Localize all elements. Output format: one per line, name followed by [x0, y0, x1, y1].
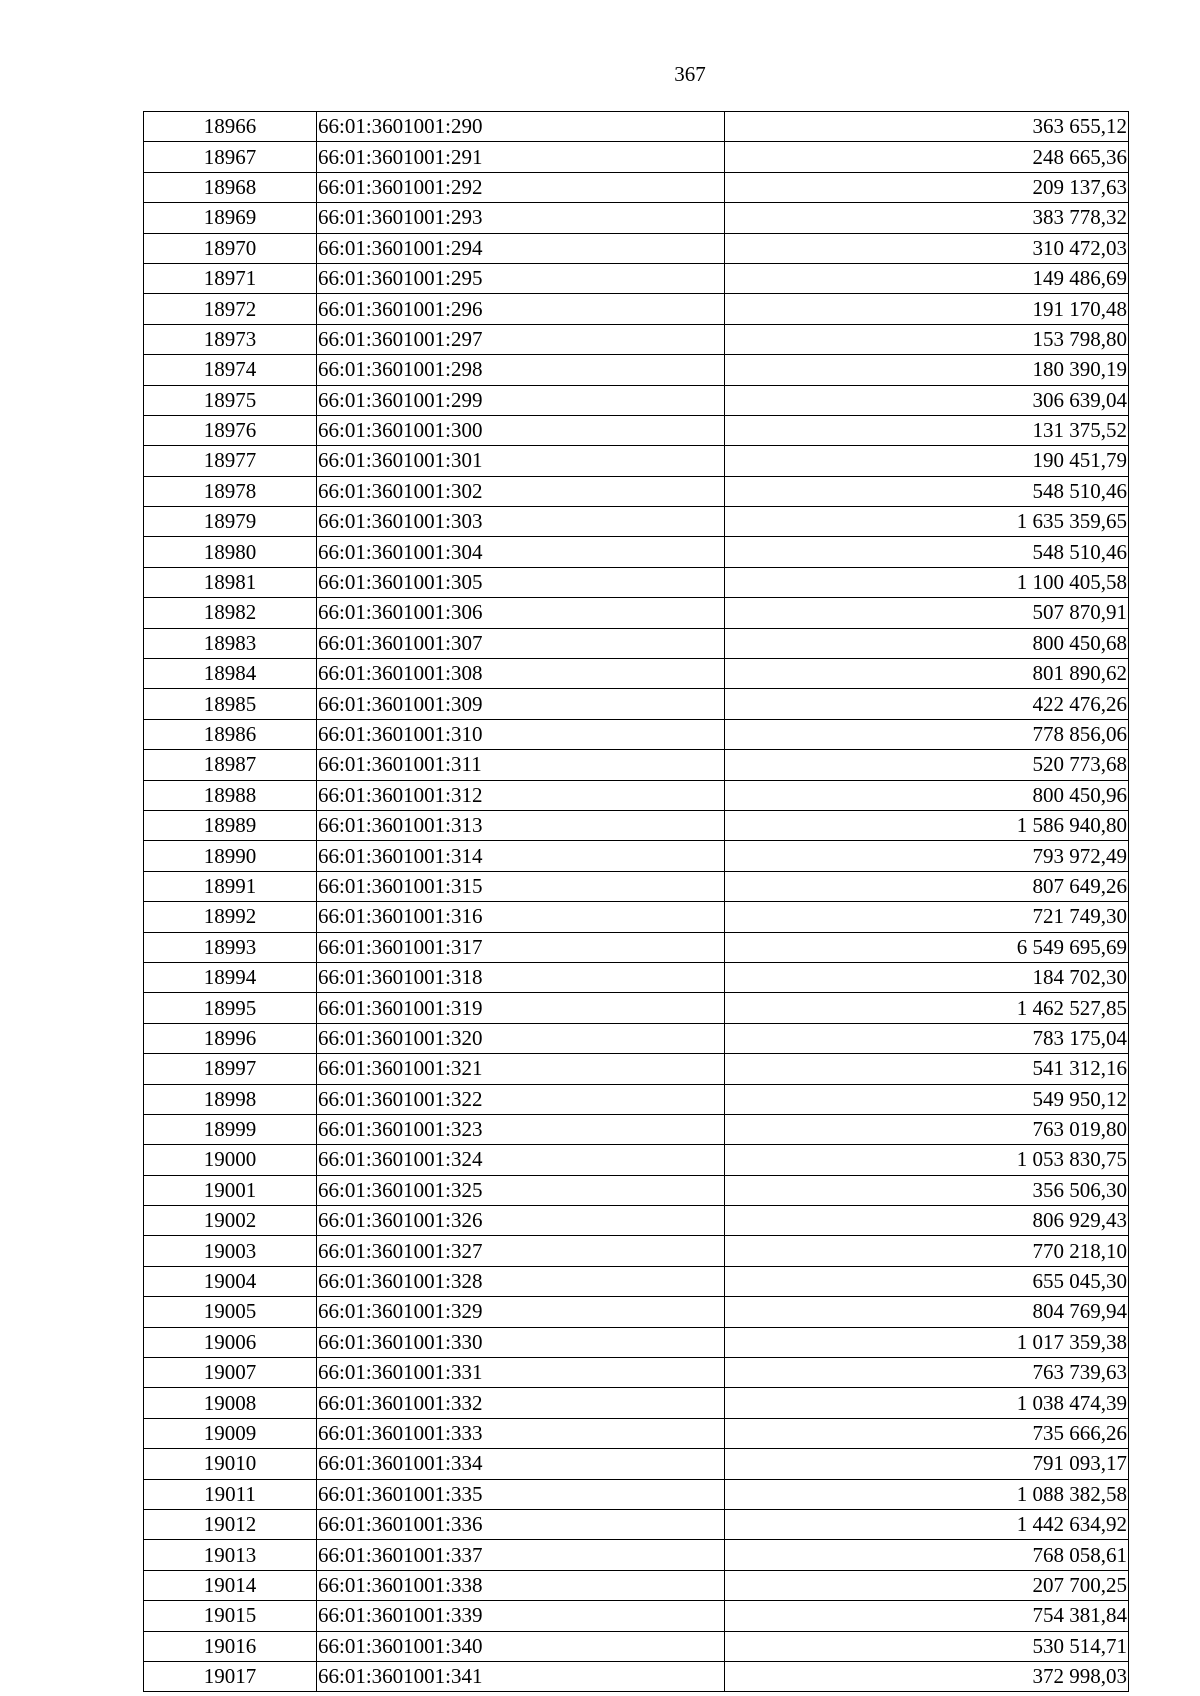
cadastral-number-cell: 66:01:3601001:309 — [317, 689, 725, 719]
table-row — [144, 1509, 1129, 1539]
cadastral-value-cell: 530 514,71 — [725, 1631, 1129, 1661]
cadastral-number-cell: 66:01:3601001:317 — [317, 932, 725, 962]
row-number-cell: 18984 — [144, 659, 317, 689]
table-row — [144, 567, 1129, 597]
row-number-cell: 18990 — [144, 841, 317, 871]
table-row — [144, 962, 1129, 992]
cadastral-number-cell: 66:01:3601001:325 — [317, 1175, 725, 1205]
row-number-cell: 18991 — [144, 871, 317, 901]
table-row — [144, 871, 1129, 901]
cadastral-value-cell: 763 739,63 — [725, 1358, 1129, 1388]
row-number-cell: 18989 — [144, 810, 317, 840]
cadastral-value-cell: 804 769,94 — [725, 1297, 1129, 1327]
row-number-cell: 18976 — [144, 415, 317, 445]
table-row — [144, 1388, 1129, 1418]
cadastral-number-cell: 66:01:3601001:338 — [317, 1570, 725, 1600]
table-row — [144, 1084, 1129, 1114]
row-number-cell: 19006 — [144, 1327, 317, 1357]
cadastral-number-cell: 66:01:3601001:297 — [317, 324, 725, 354]
cadastral-number-cell: 66:01:3601001:331 — [317, 1358, 725, 1388]
cadastral-value-cell: 1 586 940,80 — [725, 810, 1129, 840]
cadastral-number-cell: 66:01:3601001:326 — [317, 1206, 725, 1236]
cadastral-number-cell: 66:01:3601001:312 — [317, 780, 725, 810]
page-number: 367 — [674, 62, 706, 86]
row-number-cell: 19003 — [144, 1236, 317, 1266]
table-row — [144, 1327, 1129, 1357]
cadastral-number-cell: 66:01:3601001:336 — [317, 1509, 725, 1539]
table-row — [144, 1175, 1129, 1205]
cadastral-number-cell: 66:01:3601001:306 — [317, 598, 725, 628]
cadastral-value-cell: 184 702,30 — [725, 962, 1129, 992]
cadastral-number-cell: 66:01:3601001:319 — [317, 993, 725, 1023]
cadastral-value-cell: 153 798,80 — [725, 324, 1129, 354]
cadastral-number-cell: 66:01:3601001:341 — [317, 1661, 725, 1691]
cadastral-number-cell: 66:01:3601001:294 — [317, 233, 725, 263]
cadastral-value-cell: 520 773,68 — [725, 750, 1129, 780]
table-row — [144, 1206, 1129, 1236]
row-number-cell: 18987 — [144, 750, 317, 780]
table-row — [144, 1145, 1129, 1175]
cadastral-number-cell: 66:01:3601001:324 — [317, 1145, 725, 1175]
cadastral-value-cell: 541 312,16 — [725, 1054, 1129, 1084]
cadastral-number-cell: 66:01:3601001:316 — [317, 902, 725, 932]
cadastral-value-cell: 306 639,04 — [725, 385, 1129, 415]
table-row — [144, 385, 1129, 415]
cadastral-value-cell: 190 451,79 — [725, 446, 1129, 476]
table-row — [144, 507, 1129, 537]
table-row — [144, 659, 1129, 689]
cadastral-number-cell: 66:01:3601001:332 — [317, 1388, 725, 1418]
table-row — [144, 1661, 1129, 1691]
row-number-cell: 18966 — [144, 112, 317, 142]
cadastral-value-cell: 383 778,32 — [725, 203, 1129, 233]
row-number-cell: 18999 — [144, 1114, 317, 1144]
table-row — [144, 112, 1129, 142]
cadastral-value-cell: 248 665,36 — [725, 142, 1129, 172]
cadastral-number-cell: 66:01:3601001:337 — [317, 1540, 725, 1570]
row-number-cell: 18967 — [144, 142, 317, 172]
table-row — [144, 172, 1129, 202]
cadastral-value-cell: 791 093,17 — [725, 1449, 1129, 1479]
row-number-cell: 18970 — [144, 233, 317, 263]
table-body — [144, 112, 1129, 1692]
table-row — [144, 1297, 1129, 1327]
cadastral-value-cell: 778 856,06 — [725, 719, 1129, 749]
row-number-cell: 18983 — [144, 628, 317, 658]
cadastral-number-cell: 66:01:3601001:339 — [317, 1601, 725, 1631]
table-row — [144, 1358, 1129, 1388]
row-number-cell: 18982 — [144, 598, 317, 628]
cadastral-number-cell: 66:01:3601001:292 — [317, 172, 725, 202]
cadastral-value-cell: 1 635 359,65 — [725, 507, 1129, 537]
table-row — [144, 1054, 1129, 1084]
row-number-cell: 18975 — [144, 385, 317, 415]
row-number-cell: 19015 — [144, 1601, 317, 1631]
row-number-cell: 18992 — [144, 902, 317, 932]
table-row — [144, 1631, 1129, 1661]
cadastral-value-cell: 363 655,12 — [725, 112, 1129, 142]
cadastral-number-cell: 66:01:3601001:320 — [317, 1023, 725, 1053]
cadastral-number-cell: 66:01:3601001:313 — [317, 810, 725, 840]
cadastral-value-cell: 6 549 695,69 — [725, 932, 1129, 962]
table-row — [144, 1236, 1129, 1266]
cadastral-value-cell: 310 472,03 — [725, 233, 1129, 263]
table-row — [144, 780, 1129, 810]
cadastral-number-cell: 66:01:3601001:322 — [317, 1084, 725, 1114]
cadastral-value-cell: 507 870,91 — [725, 598, 1129, 628]
row-number-cell: 18977 — [144, 446, 317, 476]
cadastral-value-cell: 770 218,10 — [725, 1236, 1129, 1266]
cadastral-value-cell: 549 950,12 — [725, 1084, 1129, 1114]
cadastral-number-cell: 66:01:3601001:340 — [317, 1631, 725, 1661]
cadastral-number-cell: 66:01:3601001:296 — [317, 294, 725, 324]
row-number-cell: 19005 — [144, 1297, 317, 1327]
cadastral-value-cell: 1 462 527,85 — [725, 993, 1129, 1023]
table-row — [144, 1570, 1129, 1600]
row-number-cell: 18994 — [144, 962, 317, 992]
row-number-cell: 19010 — [144, 1449, 317, 1479]
table-row — [144, 1266, 1129, 1296]
row-number-cell: 18971 — [144, 263, 317, 293]
row-number-cell: 19011 — [144, 1479, 317, 1509]
table-row — [144, 1449, 1129, 1479]
row-number-cell: 18995 — [144, 993, 317, 1023]
table-row — [144, 203, 1129, 233]
row-number-cell: 18985 — [144, 689, 317, 719]
table-row — [144, 355, 1129, 385]
cadastral-number-cell: 66:01:3601001:305 — [317, 567, 725, 597]
row-number-cell: 18979 — [144, 507, 317, 537]
cadastral-value-cell: 807 649,26 — [725, 871, 1129, 901]
cadastral-number-cell: 66:01:3601001:301 — [317, 446, 725, 476]
table-row — [144, 1023, 1129, 1053]
cadastral-number-cell: 66:01:3601001:304 — [317, 537, 725, 567]
cadastral-value-cell: 548 510,46 — [725, 476, 1129, 506]
cadastral-value-cell: 735 666,26 — [725, 1418, 1129, 1448]
table-row — [144, 1540, 1129, 1570]
cadastral-value-cell: 149 486,69 — [725, 263, 1129, 293]
row-number-cell: 18986 — [144, 719, 317, 749]
cadastral-value-cell: 800 450,68 — [725, 628, 1129, 658]
cadastral-value-cell: 1 053 830,75 — [725, 1145, 1129, 1175]
cadastral-number-cell: 66:01:3601001:328 — [317, 1266, 725, 1296]
table-row — [144, 142, 1129, 172]
cadastral-value-cell: 806 929,43 — [725, 1206, 1129, 1236]
row-number-cell: 18978 — [144, 476, 317, 506]
cadastral-value-cell: 1 100 405,58 — [725, 567, 1129, 597]
cadastral-value-cell: 1 088 382,58 — [725, 1479, 1129, 1509]
cadastral-value-cell: 1 442 634,92 — [725, 1509, 1129, 1539]
cadastral-number-cell: 66:01:3601001:315 — [317, 871, 725, 901]
table-row — [144, 476, 1129, 506]
row-number-cell: 19008 — [144, 1388, 317, 1418]
table-row — [144, 810, 1129, 840]
row-number-cell: 19016 — [144, 1631, 317, 1661]
table-row — [144, 628, 1129, 658]
cadastral-value-cell: 356 506,30 — [725, 1175, 1129, 1205]
table-row — [144, 689, 1129, 719]
row-number-cell: 19001 — [144, 1175, 317, 1205]
cadastral-number-cell: 66:01:3601001:330 — [317, 1327, 725, 1357]
cadastral-number-cell: 66:01:3601001:303 — [317, 507, 725, 537]
cadastral-number-cell: 66:01:3601001:290 — [317, 112, 725, 142]
cadastral-value-cell: 783 175,04 — [725, 1023, 1129, 1053]
cadastral-value-cell: 800 450,96 — [725, 780, 1129, 810]
table-row — [144, 719, 1129, 749]
cadastral-value-cell: 422 476,26 — [725, 689, 1129, 719]
table-row — [144, 598, 1129, 628]
cadastral-value-cell: 721 749,30 — [725, 902, 1129, 932]
table-row — [144, 1114, 1129, 1144]
cadastral-value-cell: 801 890,62 — [725, 659, 1129, 689]
cadastral-value-cell: 372 998,03 — [725, 1661, 1129, 1691]
cadastral-value-cell: 655 045,30 — [725, 1266, 1129, 1296]
table-row — [144, 750, 1129, 780]
cadastral-number-cell: 66:01:3601001:307 — [317, 628, 725, 658]
cadastral-number-cell: 66:01:3601001:298 — [317, 355, 725, 385]
row-number-cell: 18969 — [144, 203, 317, 233]
row-number-cell: 18996 — [144, 1023, 317, 1053]
cadastral-value-cell: 1 038 474,39 — [725, 1388, 1129, 1418]
cadastral-value-cell: 131 375,52 — [725, 415, 1129, 445]
cadastral-number-cell: 66:01:3601001:295 — [317, 263, 725, 293]
cadastral-value-table — [143, 111, 1129, 1692]
table-row — [144, 902, 1129, 932]
table-row — [144, 841, 1129, 871]
row-number-cell: 19017 — [144, 1661, 317, 1691]
cadastral-number-cell: 66:01:3601001:310 — [317, 719, 725, 749]
cadastral-value-cell: 209 137,63 — [725, 172, 1129, 202]
cadastral-value-cell: 793 972,49 — [725, 841, 1129, 871]
row-number-cell: 18998 — [144, 1084, 317, 1114]
table-row — [144, 415, 1129, 445]
row-number-cell: 19014 — [144, 1570, 317, 1600]
table-row — [144, 263, 1129, 293]
table-row — [144, 537, 1129, 567]
cadastral-number-cell: 66:01:3601001:300 — [317, 415, 725, 445]
row-number-cell: 19000 — [144, 1145, 317, 1175]
row-number-cell: 19012 — [144, 1509, 317, 1539]
cadastral-number-cell: 66:01:3601001:302 — [317, 476, 725, 506]
table-row — [144, 932, 1129, 962]
cadastral-value-cell: 548 510,46 — [725, 537, 1129, 567]
cadastral-number-cell: 66:01:3601001:323 — [317, 1114, 725, 1144]
row-number-cell: 18993 — [144, 932, 317, 962]
cadastral-number-cell: 66:01:3601001:308 — [317, 659, 725, 689]
row-number-cell: 18980 — [144, 537, 317, 567]
row-number-cell: 19009 — [144, 1418, 317, 1448]
cadastral-number-cell: 66:01:3601001:333 — [317, 1418, 725, 1448]
table-row — [144, 294, 1129, 324]
cadastral-number-cell: 66:01:3601001:329 — [317, 1297, 725, 1327]
row-number-cell: 18981 — [144, 567, 317, 597]
row-number-cell: 19013 — [144, 1540, 317, 1570]
cadastral-value-cell: 191 170,48 — [725, 294, 1129, 324]
row-number-cell: 18972 — [144, 294, 317, 324]
table-row — [144, 446, 1129, 476]
cadastral-number-cell: 66:01:3601001:299 — [317, 385, 725, 415]
row-number-cell: 18968 — [144, 172, 317, 202]
table-row — [144, 1418, 1129, 1448]
row-number-cell: 19002 — [144, 1206, 317, 1236]
cadastral-number-cell: 66:01:3601001:311 — [317, 750, 725, 780]
table-row — [144, 993, 1129, 1023]
row-number-cell: 18973 — [144, 324, 317, 354]
cadastral-value-cell: 1 017 359,38 — [725, 1327, 1129, 1357]
cadastral-number-cell: 66:01:3601001:293 — [317, 203, 725, 233]
table-row — [144, 1601, 1129, 1631]
row-number-cell: 18988 — [144, 780, 317, 810]
cadastral-number-cell: 66:01:3601001:335 — [317, 1479, 725, 1509]
cadastral-value-cell: 754 381,84 — [725, 1601, 1129, 1631]
cadastral-number-cell: 66:01:3601001:291 — [317, 142, 725, 172]
cadastral-number-cell: 66:01:3601001:314 — [317, 841, 725, 871]
row-number-cell: 18974 — [144, 355, 317, 385]
cadastral-value-cell: 763 019,80 — [725, 1114, 1129, 1144]
row-number-cell: 19004 — [144, 1266, 317, 1296]
table-row — [144, 1479, 1129, 1509]
row-number-cell: 18997 — [144, 1054, 317, 1084]
table-row — [144, 324, 1129, 354]
cadastral-value-cell: 768 058,61 — [725, 1540, 1129, 1570]
cadastral-number-cell: 66:01:3601001:318 — [317, 962, 725, 992]
cadastral-value-cell: 207 700,25 — [725, 1570, 1129, 1600]
cadastral-number-cell: 66:01:3601001:321 — [317, 1054, 725, 1084]
table-row — [144, 233, 1129, 263]
cadastral-number-cell: 66:01:3601001:334 — [317, 1449, 725, 1479]
row-number-cell: 19007 — [144, 1358, 317, 1388]
cadastral-number-cell: 66:01:3601001:327 — [317, 1236, 725, 1266]
cadastral-value-cell: 180 390,19 — [725, 355, 1129, 385]
